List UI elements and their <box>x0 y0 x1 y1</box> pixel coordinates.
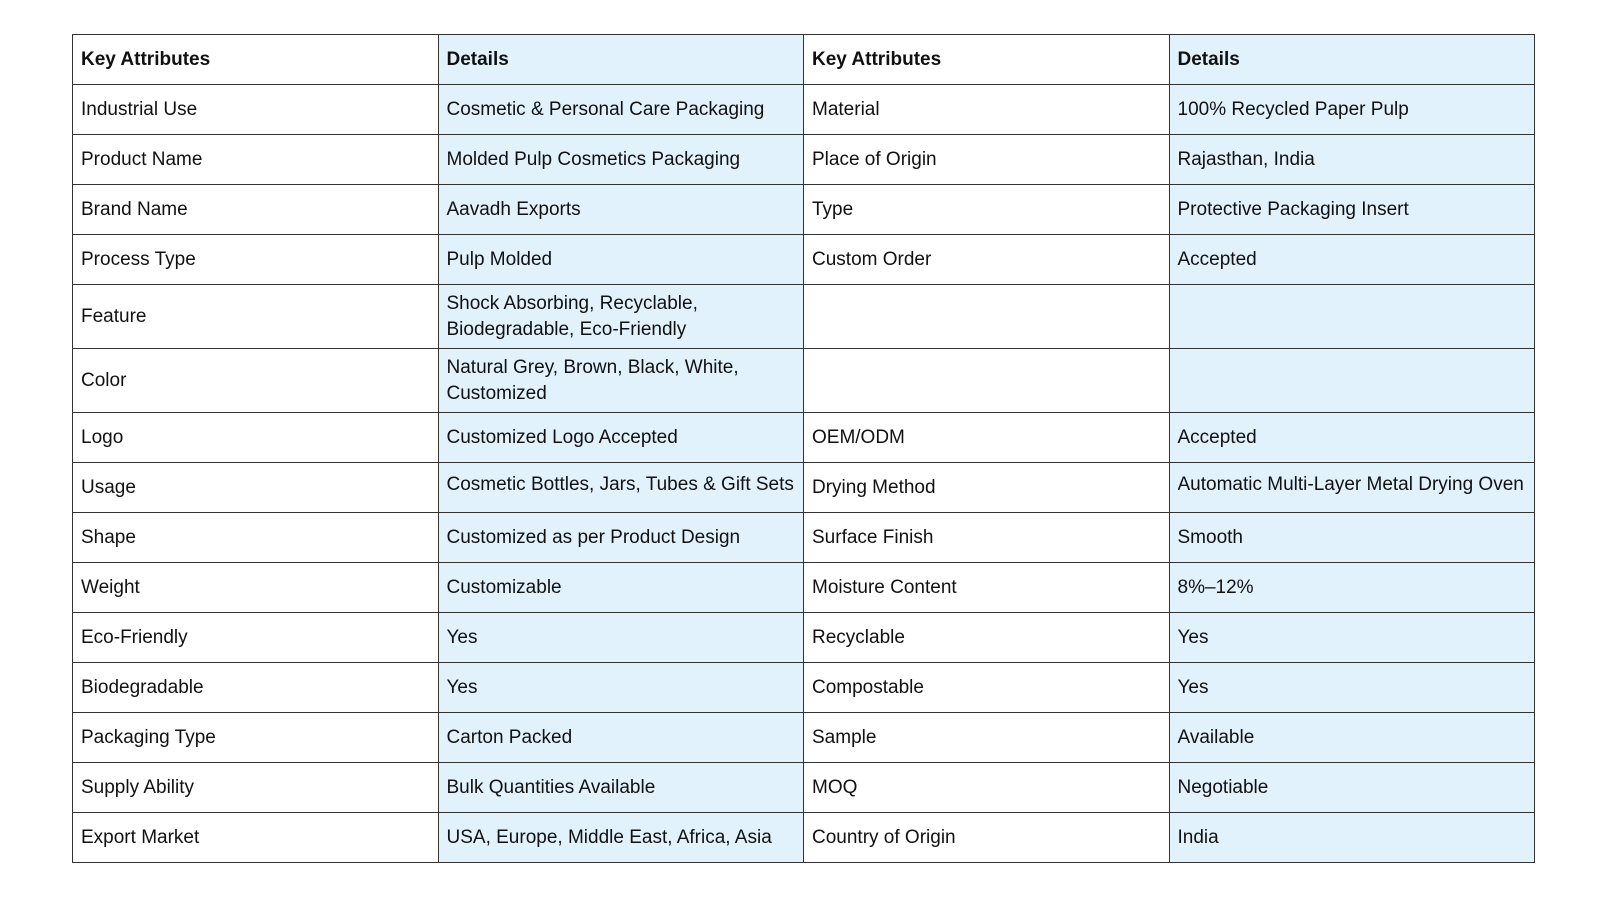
attribute-cell: Place of Origin <box>804 135 1170 185</box>
header-key-attributes-1: Key Attributes <box>73 35 439 85</box>
detail-cell: Negotiable <box>1169 763 1535 813</box>
attribute-cell: Shape <box>73 513 439 563</box>
detail-cell: Bulk Quantities Available <box>438 763 804 813</box>
detail-cell: 8%–12% <box>1169 563 1535 613</box>
attribute-cell: Packaging Type <box>73 713 439 763</box>
detail-cell: Aavadh Exports <box>438 185 804 235</box>
table-row <box>73 413 1535 463</box>
detail-cell: Yes <box>438 613 804 663</box>
table-row <box>73 349 1535 413</box>
detail-cell: Molded Pulp Cosmetics Packaging <box>438 135 804 185</box>
attribute-cell: Feature <box>73 285 439 349</box>
attribute-cell: Brand Name <box>73 185 439 235</box>
table-row <box>73 613 1535 663</box>
detail-cell: Rajasthan, India <box>1169 135 1535 185</box>
detail-cell: Cosmetic & Personal Care Packaging <box>438 85 804 135</box>
detail-text-clipped: Automatic Multi-Layer Metal Drying Oven <box>1177 473 1524 495</box>
table-row <box>73 663 1535 713</box>
header-details-2: Details <box>1169 35 1535 85</box>
table-row <box>73 463 1535 513</box>
attribute-cell: Recyclable <box>804 613 1170 663</box>
detail-cell: India <box>1169 813 1535 863</box>
detail-cell: Natural Grey, Brown, Black, White, Customized <box>438 349 804 413</box>
attribute-cell: Product Name <box>73 135 439 185</box>
table-header-row <box>73 35 1535 85</box>
attribute-cell: Sample <box>804 713 1170 763</box>
detail-text-clipped: Cosmetic Bottles, Jars, Tubes & Gift Sets <box>446 473 794 495</box>
detail-cell <box>438 463 804 513</box>
detail-cell: Customized Logo Accepted <box>438 413 804 463</box>
attribute-cell: Color <box>73 349 439 413</box>
detail-cell <box>1169 349 1535 413</box>
table-row <box>73 513 1535 563</box>
detail-cell: Accepted <box>1169 235 1535 285</box>
attribute-cell: Material <box>804 85 1170 135</box>
detail-cell: Carton Packed <box>438 713 804 763</box>
attribute-cell: Weight <box>73 563 439 613</box>
attribute-cell: Supply Ability <box>73 763 439 813</box>
attribute-cell: Process Type <box>73 235 439 285</box>
attribute-cell: Biodegradable <box>73 663 439 713</box>
attribute-cell: Surface Finish <box>804 513 1170 563</box>
detail-cell: 100% Recycled Paper Pulp <box>1169 85 1535 135</box>
table-row <box>73 713 1535 763</box>
detail-cell: Pulp Molded <box>438 235 804 285</box>
table-row <box>73 285 1535 349</box>
attribute-cell: Usage <box>73 463 439 513</box>
specifications-table <box>72 34 1535 863</box>
detail-cell: Available <box>1169 713 1535 763</box>
header-key-attributes-2: Key Attributes <box>804 35 1170 85</box>
attribute-cell: Export Market <box>73 813 439 863</box>
detail-cell <box>1169 285 1535 349</box>
attribute-cell: MOQ <box>804 763 1170 813</box>
detail-cell: Shock Absorbing, Recyclable, Biodegradable, Eco-Friendly <box>438 285 804 349</box>
detail-cell <box>1169 463 1535 513</box>
attribute-cell: OEM/ODM <box>804 413 1170 463</box>
table-row <box>73 813 1535 863</box>
detail-cell: Yes <box>1169 613 1535 663</box>
detail-cell: Accepted <box>1169 413 1535 463</box>
table-row <box>73 763 1535 813</box>
attribute-cell <box>804 285 1170 349</box>
attribute-cell: Moisture Content <box>804 563 1170 613</box>
attribute-cell: Country of Origin <box>804 813 1170 863</box>
detail-cell: Customized as per Product Design <box>438 513 804 563</box>
detail-cell: Yes <box>438 663 804 713</box>
table-row <box>73 185 1535 235</box>
table-row <box>73 85 1535 135</box>
attribute-cell: Logo <box>73 413 439 463</box>
attribute-cell: Industrial Use <box>73 85 439 135</box>
table-row <box>73 135 1535 185</box>
detail-cell: Yes <box>1169 663 1535 713</box>
attribute-cell: Compostable <box>804 663 1170 713</box>
detail-cell: Protective Packaging Insert <box>1169 185 1535 235</box>
attribute-cell: Custom Order <box>804 235 1170 285</box>
detail-cell: Customizable <box>438 563 804 613</box>
detail-cell: Smooth <box>1169 513 1535 563</box>
attribute-cell: Type <box>804 185 1170 235</box>
detail-cell: USA, Europe, Middle East, Africa, Asia <box>438 813 804 863</box>
attribute-cell <box>804 349 1170 413</box>
attribute-cell: Drying Method <box>804 463 1170 513</box>
table-row <box>73 563 1535 613</box>
table-row <box>73 235 1535 285</box>
header-details-1: Details <box>438 35 804 85</box>
attribute-cell: Eco-Friendly <box>73 613 439 663</box>
